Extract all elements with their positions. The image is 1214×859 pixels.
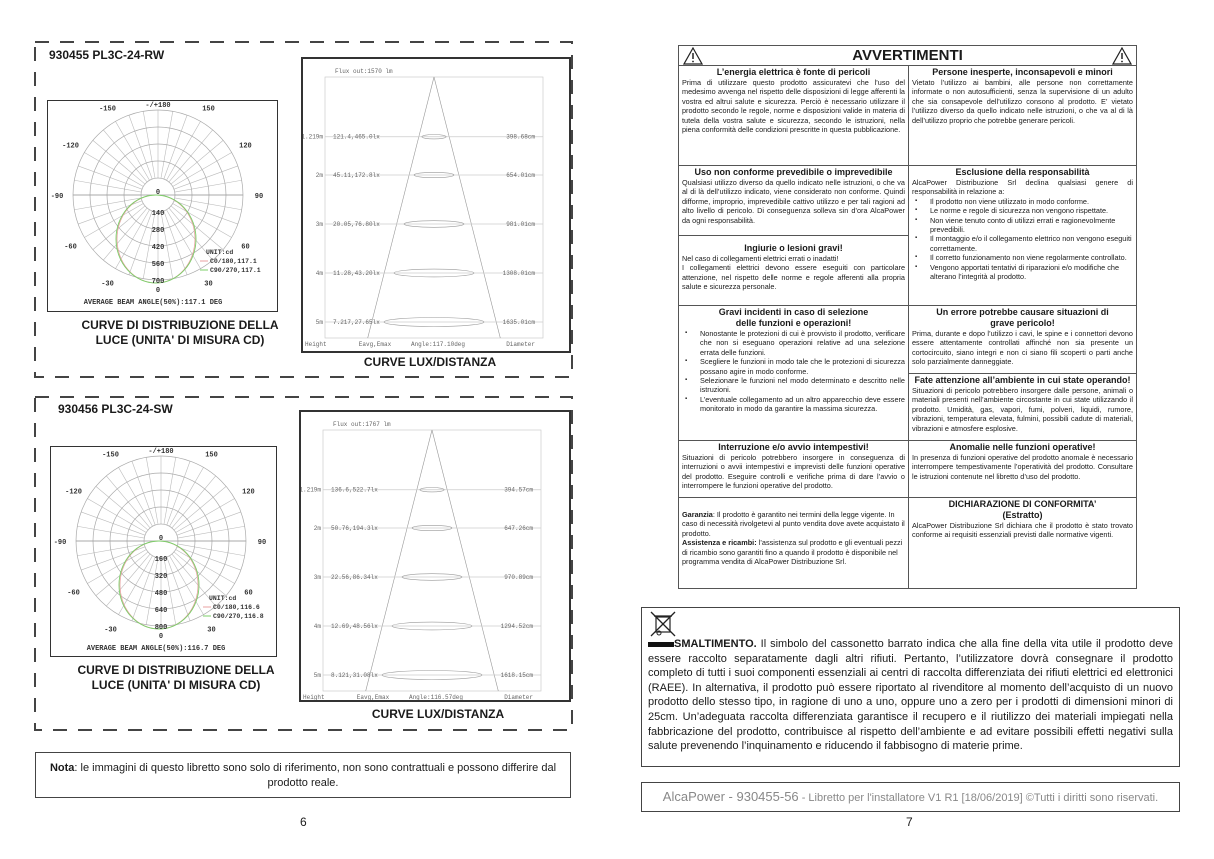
section-text: Vietato l’utilizzo ai bambini, alle persone non correttamente informate o non autosufficienti, senza la supervisione di un adulto che sia consapevole dell’utilizzo consono al prodotto. E’ vietato l’utilizzo diverso da quello indicato nelle istruzioni, o che va al di là dell’utilizzo proprio che potrebbe generare pericoli. [912,78,1133,125]
height-label: 5m [313,672,321,679]
product-title: 930456 PL3C-24-SW [58,402,173,416]
warning-triangle-icon [1112,47,1132,65]
section-title: Interruzione e/o avvio intempestivi! [718,442,869,452]
warranty-label: Garanzia [682,510,713,519]
polar-caption [56,663,296,693]
caption-line: LUCE (UNITA' DI MISURA CD) [91,678,261,692]
diameter-value: 647.26cm [504,525,533,532]
footer-text: - Libretto per l'installatore V1 R1 [18/06/2019] ©Tutti i diritti sono riservati. [798,792,1159,804]
flux-label: Flux out:1570 lm [335,68,393,75]
polar-distribution-chart [51,447,276,656]
illuminance-value: 50.76,194.3lx [331,525,378,532]
footer-box [641,782,1180,812]
disposal-box [641,607,1180,767]
crossed-bin-icon [648,611,678,637]
height-label: 2m [315,172,323,179]
caption-line: LUCE (UNITA' DI MISURA CD) [95,333,265,347]
polar-angle-label: 60 [241,243,250,252]
polar-angle-label: -150 [99,105,116,114]
polar-angle-label: 150 [205,451,218,460]
footer-height: Height [305,341,327,348]
polar-angle-label: 120 [242,488,255,497]
polar-angle-label: -30 [104,626,117,635]
height-label: 3m [315,221,323,228]
polar-angle-label: -60 [67,589,80,598]
section-title: Persone inesperte, inconsapevoli e minori [932,67,1113,77]
plot-area [323,430,541,691]
polar-angle-label: 90 [254,193,264,201]
section-title: Anomalie nelle funzioni operative! [949,442,1096,452]
polar-angle-label: -120 [62,142,79,151]
polar-ring-label: 0 [155,189,161,197]
section-title: Uso non conforme prevedibile o imprevedibile [694,167,893,177]
polar-bottom-label: 0 [155,287,161,295]
warranty-text: : Il prodotto è garantito nei termini della legge vigente. In caso di necessità rivolgetevi al punto vendita dove avete acquistato il prodotto. [682,510,905,538]
footer-angle: Angle:117.10deg [410,341,466,348]
bullet-item: ▪ Vengono apportati tentativi di riparazioni e/o modifiche che alterano l’integrità al prodotto. [930,263,1133,282]
section-text: I collegamenti elettrici devono essere eseguiti con particolare attenzione, nel rispetto delle norme e regole afferenti alla propria salute e sicurezza personale. [682,263,905,292]
product-title: 930455 PL3C-24-RW [49,48,165,62]
polar-ring-label: 640 [154,607,168,615]
footer-values: Eavg,Emax [358,341,392,348]
beam-angle-label: AVERAGE BEAM ANGLE(50%):116.7 DEG [86,645,226,653]
polar-angle-label: -150 [102,451,119,460]
legend-label: C0/180,117.1 [210,258,257,265]
caption-line: CURVE DI DISTRIBUZIONE DELLA [81,318,279,332]
polar-ring-label: 140 [151,210,165,218]
section-text: Situazioni di pericolo potrebbero insorgere dalle persone, animali o materiali presenti nell’ambiente circostante in cui state utilizzando il prodotto. Umidità, gas, vapori, fumi, polveri, liquidi, rumore, vibrazioni, temperatura elevata, fulmini, possibili cadute di materiali, vibrazioni e atmosfere esplosive. [912,386,1133,433]
polar-ring-label: 560 [151,261,165,269]
section-subtitle: (Estratto) [1002,510,1043,520]
polar-angle-label: 30 [204,280,213,289]
polar-top-label: -/+180 [148,448,174,456]
section-text: AlcaPower Distribuzione Srl declina qualsiasi genere di responsabilità in relazione a: [912,178,1133,197]
illuminance-value: 12.69,48.56lx [331,623,378,630]
diameter-value: 970.89cm [504,574,533,581]
section-text: Nel caso di collegamenti elettrici errati o inadatti! [682,254,839,263]
polar-unit: UNIT:cd [206,249,234,256]
height-label: 1.219m [301,486,321,494]
polar-ring-label: 700 [151,278,165,286]
disposal-title: SMALTIMENTO. [674,638,757,650]
bullet-item: ▪ Scegliere le funzioni in modo tale che le protezioni di sicurezza possano agire in modo conforme. [700,357,905,376]
footer-diameter: Diameter [504,694,533,700]
polar-ring-label: 420 [151,244,165,252]
disposal-text: Il simbolo del cassonetto barrato indica che alla fine della vita utile il prodotto deve essere raccolto separatamente dagli altri rifiuti. Pertanto, l’utilizzatore dovrà consegnare il prodotto completo di tutti i suoi componenti essenziali ai centri di raccolta differenziata dei rifiuti elettrici ed elettronici (RAEE). In alternativa, il prodotto può essere riportato al rivenditore al momento dell’acquisto di un nuovo prodotto dello stesso tipo, in ragione di uno a uno, oppure uno a zero per i prodotti di dimensioni minori di 25cm. Un’adeguata raccolta differenziata garantisce il recupero e il riutilizzo dei materiali impiegati nella fabbricazione del prodotto, contribuisce al rispetto dell’ambiente e ad evitare possibili effetti negativi sulla salute prevenendo l’inquinamento e riducendo il fabbisogno di materie prime. [648,638,1173,753]
polar-ring-label: 480 [154,590,168,598]
diameter-value: 1618.15cm [500,672,533,679]
polar-ring-label: 0 [158,535,164,543]
assistance-text: l’assistenza sul prodotto e gli eventuali pezzi di ricambio sono garantiti fino a quando il prodotto è disponibile nel programma vendita di AlcaPower Distribuzione Srl. [682,538,903,567]
height-label: 1.219m [303,133,323,141]
beam-angle-label: AVERAGE BEAM ANGLE(50%):117.1 DEG [83,299,223,307]
polar-caption [60,318,300,348]
section-text: AlcaPower Distribuzione Srl dichiara che il prodotto è stato trovato conforme ai requisiti essenziali previsti dalle normative vigenti. [912,521,1133,540]
lux-chart-box [301,57,571,353]
lux-caption: CURVE LUX/DISTANZA [371,707,505,721]
section-title: Gravi incidenti in caso di selezione delle funzioni e operazioni! [718,307,869,328]
section-title: Un errore potrebbe causare situazioni di grave pericolo! [936,307,1109,328]
section-anomalie [908,440,1137,498]
polar-angle-label: -30 [101,280,114,289]
bullet-item: ▪ Le norme e regole di sicurezza non vengono rispettate. [930,206,1133,215]
section-text: Prima di utilizzare questo prodotto assicuratevi che l’uso del medesimo avvenga nel rispetto delle disposizioni di legge afferenti la vostra ed altrui salute e sicurezza. Perciò è necessario utilizzare il prodotto secondo le regole, norme e disposizioni valide in materia di tutela della vostra salute e sicurezza, secondo le istruzioni, nella piena conformità delle condizioni prescritte in questa pubblicazione. [682,78,905,135]
polar-ring-label: 800 [154,624,168,632]
footer-diameter: Diameter [506,341,535,348]
diameter-value: 1294.52cm [500,623,533,630]
legend-label: C90/270,116.8 [213,613,264,620]
bin-bar-icon [648,642,674,647]
illuminance-value: 20.05,76.80lx [333,221,380,228]
note-label: Nota [49,762,75,774]
section-dichiarazione [908,497,1137,589]
polar-angle-label: -90 [50,193,64,201]
section-text: Qualsiasi utilizzo diverso da quello indicato nelle istruzioni, o che va al di là dell’utilizzo indicato, viene considerato non conforme. Quindi difforme, improprio, imprevedibile cattivo utilizzo e per tali ragioni ad alto livello di pericolo. Di conseguenza solleva sin d’ora AlcaPower da ogni responsabilità. [682,178,905,225]
polar-angle-label: 120 [239,142,252,151]
section-title: Ingiurie o lesioni gravi! [744,243,843,253]
page-number: 6 [300,815,307,829]
section-uso [678,165,909,236]
lux-distance-chart [301,412,569,700]
height-label: 5m [315,319,323,326]
assistance-label: Assistenza e ricambi: [682,538,757,548]
bullet-item: ▪ L’eventuale collegamento ad un altro apparecchio deve essere monitorato in modo da garantire la massima sicurezza. [700,395,905,414]
polar-bottom-label: 0 [158,633,164,641]
polar-angle-label: 60 [244,589,253,598]
cone-edge [366,430,432,691]
section-ambiente [908,373,1137,441]
height-label: 4m [315,270,323,277]
section-errore [908,305,1137,374]
lux-distance-chart [303,59,569,351]
polar-angle-label: -90 [53,539,67,547]
illuminance-value: 11.28,43.20lx [333,270,380,277]
polar-ring-label: 320 [154,573,168,581]
polar-angle-label: 90 [257,539,267,547]
bullet-item: ▪ Selezionare le funzioni nel modo determinato e descritto nelle istruzioni. [700,376,905,395]
polar-top-label: -/+180 [145,102,171,110]
section-text: Situazioni di pericolo potrebbero insorgere in conseguenza di interruzioni o avvii intempestivi e imprevisti delle funzioni operative del prodotto. Eseguire controlli e verifiche prima di dare l’avvio o interrompere le funzioni operative del prodotto. [682,453,905,491]
section-persone [908,65,1137,166]
bullet-item: ▪ Nonostante le protezioni di cui è provvisto il prodotto, verificare che non si eseguano operazioni relative ad una selezione errata delle funzioni. [700,329,905,357]
cone-edge [368,77,434,338]
polar-distribution-chart [48,101,277,311]
page-number: 7 [906,815,913,829]
polar-angle-label: 30 [207,626,216,635]
polar-ring-label: 280 [151,227,165,235]
footer-values: Eavg,Emax [356,694,390,700]
warnings-title: AVVERTIMENTI [852,47,963,64]
note-text: : le immagini di questo libretto sono solo di riferimento, non sono contrattuali e possono differire dal prodotto reale. [74,762,557,789]
diameter-value: 394.57cm [504,486,533,494]
flux-label: Flux out:1767 lm [333,421,391,428]
illuminance-value: 7.217,27.65lx [333,319,380,326]
diameter-value: 654.01cm [506,172,535,179]
plot-area [325,77,543,338]
polar-unit: UNIT:cd [209,595,237,602]
cone-edge [434,77,500,338]
illuminance-value: 22.56,86.34lx [331,574,378,581]
warning-triangle-icon [683,47,703,65]
section-interruzione [678,440,909,498]
illuminance-value: 136.6,522.7lx [331,486,378,494]
section-garanzia [678,497,909,589]
section-esclusione [908,165,1137,306]
footer-angle: Angle:116.57deg [408,694,464,700]
polar-ring-label: 160 [154,556,168,564]
section-title: DICHIARAZIONE DI CONFORMITA’ [948,499,1097,509]
section-ingiurie [678,235,909,306]
illuminance-value: 8.121,31.08lx [331,672,378,679]
bullet-item: ▪ Non viene tenuto conto di utilizzi errati e ragionevolmente prevedibili. [930,216,1133,235]
polar-angle-label: -60 [64,243,77,252]
diameter-value: 1308.01cm [502,270,535,277]
footer-height: Height [303,694,325,700]
section-text: Prima, durante e dopo l’utilizzo i cavi, le spine e i connettori devono essere attentamente controllati affinché non sia presente un cortocircuito, siano integri e non ci siano fili scoperti o parti anche solo parzialmente danneggiate. [912,329,1133,367]
section-text: In presenza di funzioni operative del prodotto anomale è necessario interrompere tempestivamente l’operatività del prodotto. Consultare le istruzioni contenute nel libretto d’uso del prodotto. [912,453,1133,481]
lux-chart-box [299,410,571,702]
bullet-item: ▪ Il prodotto non viene utilizzato in modo conforme. [930,197,1133,206]
diameter-value: 398.68cm [506,133,535,141]
section-gravi [678,305,909,441]
diameter-value: 1635.01cm [502,319,535,326]
illuminance-value: 121.4,465.0lx [333,133,380,141]
polar-chart-box [50,446,277,657]
section-title: Esclusione della responsabilità [955,167,1090,177]
height-label: 4m [313,623,321,630]
height-label: 2m [313,525,321,532]
section-title: Fate attenzione all’ambiente in cui state operando! [914,375,1131,385]
section-title: L’energia elettrica è fonte di pericoli [716,67,871,77]
height-label: 3m [313,574,321,581]
legend-label: C0/180,116.6 [213,604,260,611]
bullet-item: ▪ Il corretto funzionamento non viene regolarmente controllato. [930,253,1133,262]
diameter-value: 981.01cm [506,221,535,228]
polar-angle-label: -120 [65,488,82,497]
illuminance-value: 45.11,172.8lx [333,172,380,179]
legend-label: C90/270,117.1 [210,267,261,274]
cone-edge [432,430,498,691]
footer-brand: AlcaPower - 930455-56 [662,789,799,804]
warnings-header [678,45,1137,66]
polar-chart-box [47,100,278,312]
caption-line: CURVE DI DISTRIBUZIONE DELLA [77,663,275,677]
lux-caption: CURVE LUX/DISTANZA [363,355,497,369]
polar-angle-label: 150 [202,105,215,114]
note-box [35,752,571,798]
section-energia [678,65,909,166]
bullet-item: ▪ Il montaggio e/o il collegamento elettrico non vengono eseguiti correttamente. [930,234,1133,253]
